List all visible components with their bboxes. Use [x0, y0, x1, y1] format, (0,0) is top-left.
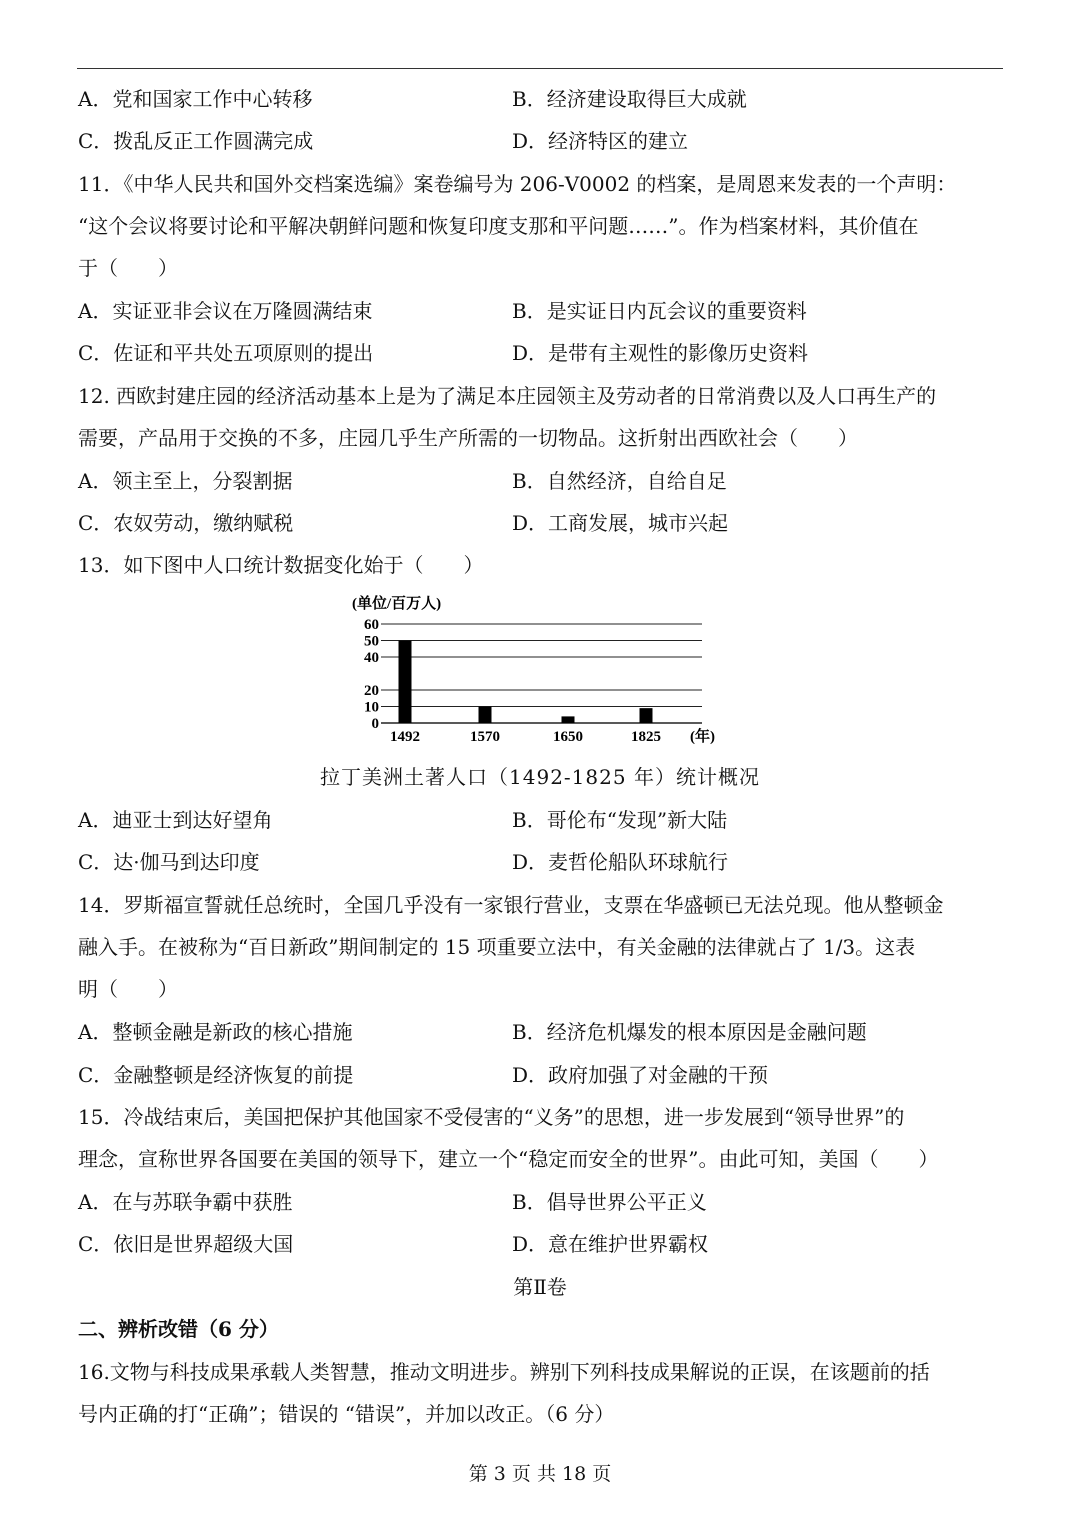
q10-option-a[interactable]: A．党和国家工作中心转移 — [78, 87, 313, 111]
q12-option-d[interactable]: D．工商发展，城市兴起 — [512, 511, 729, 535]
q15-option-b[interactable]: B．倡导世界公平正义 — [512, 1190, 707, 1214]
y-tick-label: 40 — [364, 650, 379, 666]
bar-1570 — [479, 707, 492, 724]
q11-option-c[interactable]: C．佐证和平共处五项原则的提出 — [78, 341, 374, 365]
y-tick-label: 10 — [364, 699, 379, 716]
q11-stem-line-1: 11．《中华人民共和国外交档案选编》案卷编号为 206-V0002 的档案，是周恩来发表的一个声明： — [78, 172, 957, 196]
bar-1825 — [640, 708, 653, 723]
q10-option-d[interactable]: D．经济特区的建立 — [512, 129, 689, 153]
header-rule — [77, 68, 1003, 69]
q14-option-a[interactable]: A．整顿金融是新政的核心措施 — [78, 1020, 353, 1044]
q15-option-c[interactable]: C．依旧是世界超级大国 — [78, 1232, 294, 1256]
x-label-1825: 1825 — [631, 729, 661, 745]
chart-x-labels — [390, 729, 661, 745]
q15-option-d[interactable]: D．意在维护世界霸权 — [512, 1232, 709, 1256]
q14-option-d[interactable]: D．政府加强了对金融的干预 — [512, 1063, 769, 1087]
q12-stem-line-2: 需要，产品用于交换的不多，庄园几乎生产所需的一切物品。这折射出西欧社会（ ） — [78, 426, 858, 450]
q11-option-d[interactable]: D．是带有主观性的影像历史资料 — [512, 341, 809, 365]
chart-x-suffix: (年) — [690, 729, 715, 745]
q12-option-a[interactable]: A．领主至上，分裂割据 — [78, 469, 293, 493]
q15-option-a[interactable]: A．在与苏联争霸中获胜 — [78, 1190, 293, 1214]
q13-option-c[interactable]: C．达·伽马到达印度 — [78, 850, 260, 874]
y-tick-label: 20 — [364, 683, 379, 699]
population-bar-chart — [340, 588, 740, 748]
q16-stem-line-2: 号内正确的打“正确”；错误的 “错误”，并加以改正。（6 分） — [78, 1402, 615, 1426]
q11-option-b[interactable]: B．是实证日内瓦会议的重要资料 — [512, 299, 807, 323]
chart-y-ticks — [364, 617, 379, 732]
q14-stem-line-3: 明（ ） — [78, 977, 178, 1001]
q12-option-c[interactable]: C．农奴劳动，缴纳赋税 — [78, 511, 294, 535]
q14-stem-line-1: 14．罗斯福宣誓就任总统时，全国几乎没有一家银行营业，支票在华盛顿已无法兑现。他从整顿金 — [78, 893, 944, 917]
q14-option-c[interactable]: C．金融整顿是经济恢复的前提 — [78, 1063, 354, 1087]
q13-option-b[interactable]: B．哥伦布“发现”新大陆 — [512, 808, 728, 832]
q10-option-b[interactable]: B．经济建设取得巨大成就 — [512, 87, 747, 111]
section-2-heading: 二、辨析改错（6 分） — [78, 1317, 279, 1341]
q13-option-a[interactable]: A．迪亚士到达好望角 — [78, 808, 273, 832]
y-tick-label: 60 — [364, 617, 379, 633]
x-label-1492: 1492 — [390, 729, 420, 745]
x-label-1650: 1650 — [553, 729, 583, 745]
q14-option-b[interactable]: B．经济危机爆发的根本原因是金融问题 — [512, 1020, 867, 1044]
q12-option-b[interactable]: B．自然经济，自给自足 — [512, 469, 727, 493]
q11-option-a[interactable]: A．实证亚非会议在万隆圆满结束 — [78, 299, 373, 323]
q15-stem-line-1: 15．冷战结束后，美国把保护其他国家不受侵害的“义务”的思想，进一步发展到“领导世界”的 — [78, 1105, 905, 1129]
q13-stem: 13．如下图中人口统计数据变化始于（ ） — [78, 553, 484, 577]
bar-1650 — [562, 716, 575, 723]
chart-gridlines — [381, 624, 702, 723]
x-label-1570: 1570 — [470, 729, 500, 745]
chart-bars — [399, 641, 653, 724]
part-2-title: 第Ⅱ卷 — [513, 1275, 567, 1299]
q10-option-c[interactable]: C．拨乱反正工作圆满完成 — [78, 129, 314, 153]
page-footer: 第 3 页 共 18 页 — [468, 1463, 612, 1485]
y-tick-label: 0 — [371, 716, 379, 732]
bar-1492 — [399, 641, 412, 724]
q11-stem-line-2: “这个会议将要讨论和平解决朝鲜问题和恢复印度支那和平问题……”。作为档案材料，其价值在 — [78, 214, 919, 238]
q15-stem-line-2: 理念，宣称世界各国要在美国的领导下，建立一个“稳定而安全的世界”。由此可知，美国（ ） — [78, 1147, 939, 1171]
q12-stem-line-1: 12. 西欧封建庄园的经济活动基本上是为了满足本庄园领主及劳动者的日常消费以及人口再生产的 — [78, 384, 937, 408]
q14-stem-line-2: 融入手。在被称为“百日新政”期间制定的 15 项重要立法中，有关金融的法律就占了 1/3。这表 — [78, 935, 916, 959]
q16-stem-line-1: 16.文物与科技成果承载人类智慧，推动文明进步。辨别下列科技成果解说的正误，在该题前的括 — [78, 1360, 930, 1384]
y-tick-label: 50 — [364, 633, 379, 650]
chart-caption: 拉丁美洲土著人口（1492-1825 年）统计概况 — [320, 765, 760, 789]
q11-stem-line-3: 于（ ） — [78, 256, 178, 280]
chart-unit-label: (单位/百万人) — [352, 596, 442, 612]
q13-option-d[interactable]: D．麦哲伦船队环球航行 — [512, 850, 729, 874]
